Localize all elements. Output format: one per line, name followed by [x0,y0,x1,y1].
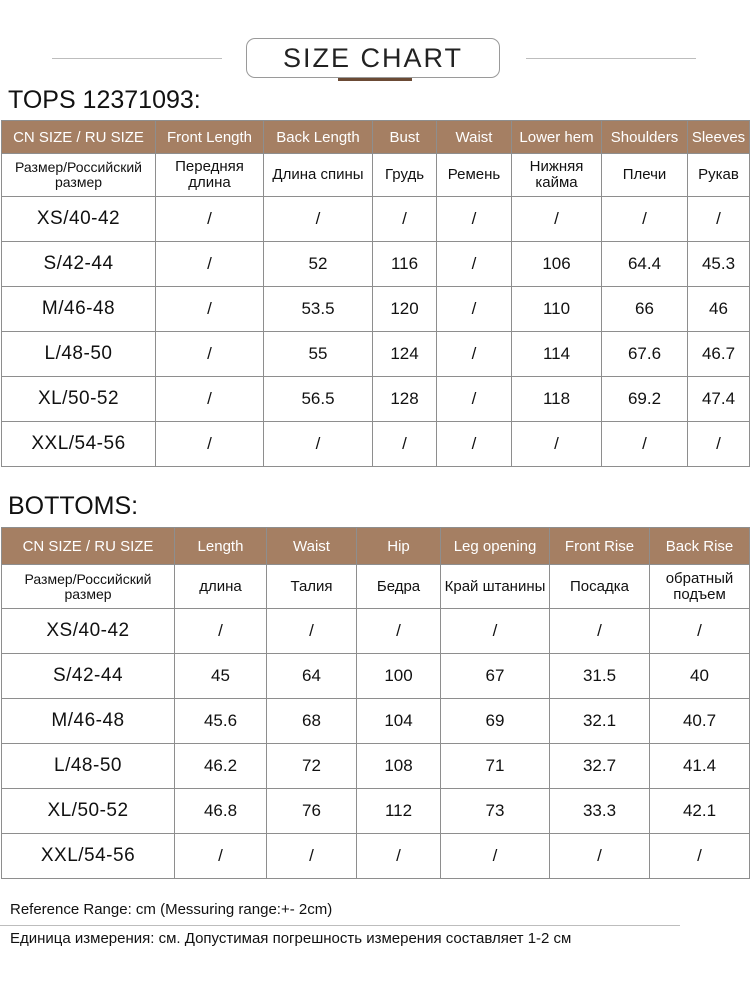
measurement-cell: 69 [441,699,550,744]
measurement-cell: 32.1 [550,699,650,744]
measurement-cell: 106 [512,242,602,287]
table-row [2,287,750,332]
measurement-cell: / [175,834,267,879]
measurement-cell: / [264,197,373,242]
title-rule-right [526,58,696,59]
column-header-en: Sleeves [688,121,750,154]
column-header-en: Back Length [264,121,373,154]
measurement-cell: / [602,422,688,467]
measurement-cell: / [650,609,750,654]
measurement-cell: 45.6 [175,699,267,744]
measurement-cell: / [437,287,512,332]
measurement-cell: / [373,422,437,467]
measurement-cell: 128 [373,377,437,422]
measurement-cell: 69.2 [602,377,688,422]
column-header-en: Front Rise [550,528,650,565]
table-row [2,332,750,377]
table-row [2,377,750,422]
measurement-cell: 108 [357,744,441,789]
measurement-cell: / [156,197,264,242]
column-header-ru: Талия [267,565,357,609]
column-header-ru: Нижняя кайма [512,154,602,197]
column-header-ru: длина [175,565,267,609]
tops-heading: TOPS 12371093: [8,86,201,114]
measurement-cell: 73 [441,789,550,834]
column-header-en: Shoulders [602,121,688,154]
measurement-cell: / [267,609,357,654]
column-header-en: Lower hem [512,121,602,154]
size-label-cell: L/48-50 [2,744,175,789]
measurement-cell: / [437,242,512,287]
column-header-en: Length [175,528,267,565]
measurement-cell: / [267,834,357,879]
measurement-cell: 46.8 [175,789,267,834]
size-label-cell: XXL/54-56 [2,834,175,879]
measurement-cell: 41.4 [650,744,750,789]
measurement-cell: / [550,834,650,879]
measurement-cell: 110 [512,287,602,332]
table-row [2,834,750,879]
measurement-cell: 114 [512,332,602,377]
column-header-ru: Край штанины [441,565,550,609]
measurement-cell: 40 [650,654,750,699]
measurement-cell: 42.1 [650,789,750,834]
size-label-cell: M/46-48 [2,287,156,332]
tops-size-table [1,120,750,467]
measurement-cell: 118 [512,377,602,422]
table-row [2,654,750,699]
measurement-cell: 66 [602,287,688,332]
measurement-cell: 46.7 [688,332,750,377]
column-header-en: Waist [267,528,357,565]
header-row [2,121,750,154]
measurement-cell: 72 [267,744,357,789]
size-label-cell: XS/40-42 [2,609,175,654]
table-row [2,422,750,467]
measurement-cell: 31.5 [550,654,650,699]
measurement-cell: 71 [441,744,550,789]
column-header-ru: Плечи [602,154,688,197]
header-row-ru [2,154,750,197]
measurement-cell: / [156,242,264,287]
measurement-cell: 40.7 [650,699,750,744]
measurement-cell: / [156,287,264,332]
measurement-cell: 32.7 [550,744,650,789]
measurement-cell: / [156,332,264,377]
measurement-cell: 55 [264,332,373,377]
measurement-cell: / [688,197,750,242]
measurement-cell: 45.3 [688,242,750,287]
measurement-cell: / [175,609,267,654]
size-label-cell: S/42-44 [2,654,175,699]
measurement-cell: / [156,377,264,422]
table-row [2,197,750,242]
size-label-cell: L/48-50 [2,332,156,377]
column-header-ru: Бедра [357,565,441,609]
table-row [2,609,750,654]
measurement-cell: / [437,422,512,467]
column-header-en: Back Rise [650,528,750,565]
measurement-cell: / [512,197,602,242]
measurement-cell: 116 [373,242,437,287]
measurement-cell: / [688,422,750,467]
measurement-cell: 56.5 [264,377,373,422]
measurement-cell: / [512,422,602,467]
header-row-ru [2,565,750,609]
table-row [2,242,750,287]
column-header-en: Hip [357,528,441,565]
bottoms-heading: BOTTOMS: [8,492,139,520]
column-header-en: Leg opening [441,528,550,565]
table-row [2,699,750,744]
measurement-cell: 52 [264,242,373,287]
measurement-cell: / [373,197,437,242]
measurement-cell: / [441,609,550,654]
reference-range-ru: Единица измерения: см. Допустимая погрешность измерения составляет 1-2 см [10,930,572,947]
measurement-cell: 100 [357,654,441,699]
measurement-cell: 120 [373,287,437,332]
column-header-ru: обратный подъем [650,565,750,609]
measurement-cell: / [437,377,512,422]
table-row [2,744,750,789]
measurement-cell: / [437,197,512,242]
measurement-cell: 104 [357,699,441,744]
measurement-cell: 64.4 [602,242,688,287]
size-label-cell: XS/40-42 [2,197,156,242]
measurement-cell: 33.3 [550,789,650,834]
measurement-cell: 67.6 [602,332,688,377]
column-header-en: Front Length [156,121,264,154]
column-header-ru: Грудь [373,154,437,197]
measurement-cell: / [156,422,264,467]
measurement-cell: 112 [357,789,441,834]
measurement-cell: / [441,834,550,879]
measurement-cell: / [437,332,512,377]
title-rule-left [52,58,222,59]
bottoms-size-table [1,527,750,879]
column-header-ru: Размер/Российский размер [2,565,175,609]
measurement-cell: / [264,422,373,467]
column-header-ru: Рукав [688,154,750,197]
size-label-cell: XL/50-52 [2,789,175,834]
header-row [2,528,750,565]
column-header-ru: Длина спины [264,154,373,197]
column-header-ru: Размер/Российский размер [2,154,156,197]
size-label-cell: XXL/54-56 [2,422,156,467]
column-header-en: Waist [437,121,512,154]
measurement-cell: 67 [441,654,550,699]
measurement-cell: 64 [267,654,357,699]
table-row [2,789,750,834]
measurement-cell: 47.4 [688,377,750,422]
measurement-cell: 76 [267,789,357,834]
measurement-cell: 45 [175,654,267,699]
measurement-cell: 124 [373,332,437,377]
measurement-cell: / [550,609,650,654]
reference-range-en: Reference Range: cm (Messuring range:+- 2cm) [10,901,333,918]
measurement-cell: / [357,834,441,879]
column-header-en: CN SIZE / RU SIZE [2,121,156,154]
footer-divider [0,925,680,926]
column-header-en: Bust [373,121,437,154]
size-chart-title: SIZE CHART [246,38,500,78]
measurement-cell: 53.5 [264,287,373,332]
column-header-en: CN SIZE / RU SIZE [2,528,175,565]
measurement-cell: / [357,609,441,654]
measurement-cell: / [602,197,688,242]
column-header-ru: Передняя длина [156,154,264,197]
measurement-cell: 46.2 [175,744,267,789]
measurement-cell: 68 [267,699,357,744]
size-label-cell: S/42-44 [2,242,156,287]
size-label-cell: XL/50-52 [2,377,156,422]
column-header-ru: Посадка [550,565,650,609]
size-label-cell: M/46-48 [2,699,175,744]
column-header-ru: Ремень [437,154,512,197]
measurement-cell: / [650,834,750,879]
title-underline [338,78,412,81]
measurement-cell: 46 [688,287,750,332]
